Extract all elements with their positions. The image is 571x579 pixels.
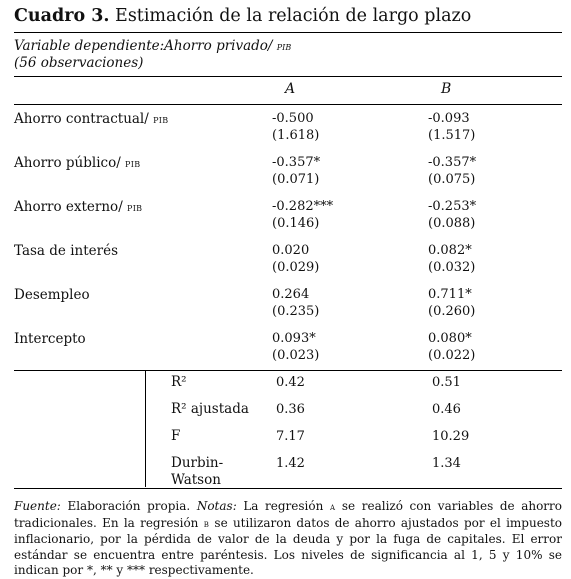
a-se-value: (0.071): [272, 172, 320, 187]
row-label-text: Ahorro externo/: [14, 199, 128, 215]
a-coef-value: -0.500: [272, 111, 314, 126]
row-label-pib: pib: [125, 156, 141, 170]
b-coef-value: 0.711*: [428, 287, 472, 302]
stat-label: R²: [171, 374, 187, 390]
table-number: Cuadro 3.: [14, 6, 110, 26]
stat-value-a: 7.17: [276, 429, 305, 444]
row-label: [14, 287, 90, 303]
stat-value-b: 1.34: [432, 456, 461, 471]
row-label: [14, 111, 168, 127]
notas-text-3: se utilizaron datos de ahorro ajustados por el impuesto inflacionario, por la pérdida de valor de la deuda y por la fuga de capitales. El error estándar se encuentra entre paréntesis. Los niveles de significancia al 1, 5 y 10% se indican por *, ** y *** respectivamente.: [14, 515, 562, 577]
row-label: [14, 331, 86, 347]
dependent-variable: Variable dependiente:Ahorro privado/: [14, 38, 277, 54]
stat-value-a: 0.36: [276, 402, 305, 417]
dependent-variable-note: [14, 38, 291, 72]
b-coef-value: -0.357*: [428, 155, 477, 170]
a-coef-value: 0.093*: [272, 331, 316, 346]
row-label-text: Intercepto: [14, 331, 86, 347]
b-se-value: (0.022): [428, 348, 476, 363]
stat-value-b: 10.29: [432, 429, 470, 444]
stat-label: F: [171, 428, 181, 444]
stat-value-a: 0.42: [276, 375, 305, 390]
row-label: [14, 199, 142, 215]
stats-divider: [145, 370, 146, 487]
row-label-text: Desempleo: [14, 287, 90, 303]
row-label-text: Ahorro público/: [14, 155, 126, 171]
a-se-value: (0.029): [272, 260, 320, 275]
fuente-label: Fuente:: [14, 499, 61, 513]
a-coef-value: -0.357*: [272, 155, 321, 170]
a-se-value: (0.023): [272, 348, 320, 363]
a-se-value: (0.235): [272, 304, 320, 319]
table-title-text: Estimación de la relación de largo plazo: [109, 6, 472, 26]
regression-a-ref: a: [329, 502, 336, 513]
stats-top-rule: [14, 370, 562, 371]
header-top-rule: [14, 76, 562, 77]
b-se-value: (0.260): [428, 304, 476, 319]
b-coef-value: -0.093: [428, 111, 470, 126]
a-se-value: (1.618): [272, 128, 320, 143]
a-coef-value: -0.282***: [272, 199, 334, 214]
regression-b-ref: b: [203, 518, 210, 530]
b-coef-value: -0.253*: [428, 199, 477, 214]
b-coef-value: 0.080*: [428, 331, 472, 346]
stat-value-a: 1.42: [276, 456, 305, 471]
stat-label: Durbin- Watson: [171, 455, 224, 488]
a-se-value: (0.146): [272, 216, 320, 231]
notas-label: Notas:: [196, 499, 237, 513]
a-coef-value: 0.264: [272, 287, 310, 302]
row-label-text: Ahorro contractual/: [14, 111, 154, 127]
top-rule: [14, 32, 562, 33]
stat-value-b: 0.46: [432, 402, 461, 417]
b-se-value: (0.088): [428, 216, 476, 231]
dependent-pib: pib: [276, 39, 292, 53]
stat-value-b: 0.51: [432, 375, 461, 390]
a-coef-value: 0.020: [272, 243, 310, 258]
b-coef-value: 0.082*: [428, 243, 472, 258]
footnote-rule: [14, 488, 562, 489]
stat-label: R² ajustada: [171, 401, 249, 417]
row-label-pib: pib: [127, 200, 143, 214]
row-label: [14, 155, 140, 171]
column-header-b: B: [441, 81, 452, 97]
column-header-a: A: [285, 81, 296, 97]
b-se-value: (0.075): [428, 172, 476, 187]
row-label: [14, 243, 118, 259]
b-se-value: (1.517): [428, 128, 476, 143]
observations-count: (56 observaciones): [14, 55, 144, 71]
row-label-pib: pib: [153, 112, 169, 126]
table-title: [14, 6, 471, 26]
header-bottom-rule: [14, 104, 562, 105]
b-se-value: (0.032): [428, 260, 476, 275]
notas-text-2: se realizó con variables de ahorro tradicionales. En la regresión: [14, 499, 563, 530]
fuente-text: Elaboración propia.: [60, 499, 197, 513]
notas-text-1: La regresión: [236, 499, 330, 513]
footnote: [14, 499, 562, 579]
row-label-text: Tasa de interés: [14, 243, 118, 259]
